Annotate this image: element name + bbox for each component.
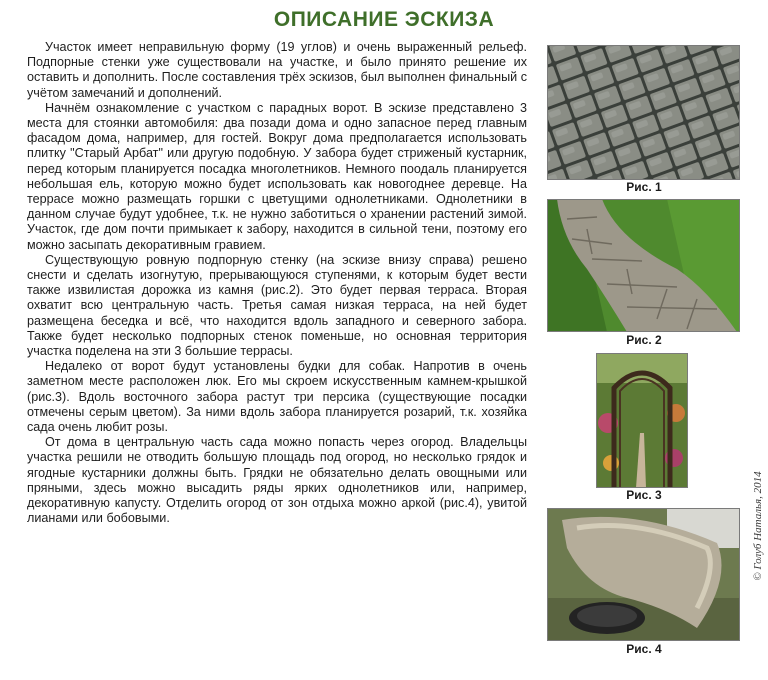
paragraph: Существующую ровную подпорную стенку (на эскизе внизу справа) решено снести и сделать изогнутую, прерывающуюся ступенями, к которым будет вести также извилистая дорожка из камня (рис.2). Это будет первая терраса. Вторая охватит всю центральную часть. Третья самая низкая терраса, на ней будет размещена беседка и всё, что находится вдоль западного и северного забора. Также будет несколько подпорных стенок поменьше, но основная территория участка поделена на эти 3 большие террасы. bbox=[27, 252, 527, 359]
paragraph: Недалеко от ворот будут установлены будки для собак. Напротив в очень заметном месте расположен люк. Его мы скроем искусственным камнем-крышкой (рис.3). Вдоль восточного забора растут три персика (существующие посадки отмечены серым цветом). За ними вдоль забора планируется розарий, т.к. хозяйка сада очень любит розы. bbox=[27, 359, 527, 435]
paragraph: Начнём ознакомление с участком с парадных ворот. В эскизе представлено 3 места для стоянки автомобиля: два позади дома и одно запасное перед главным фасадом дома, например, для гостей. Вокруг дома предполагается использовать плитку "Старый Арбат" или другую подобную. У забора будет стриженый кустарник, перед которым планируется посадка многолетников. Немного поодаль планируется небольшая ель, которую можно будет использовать как новогоднее деревце. На террасе можно размещать горшки с цветущими однолетниками. Однолетники в данном случае будут удобнее, т.к. не нужно заботиться о хранении растений зимой. Участок, где дом почти примыкает к забору, находится в сильной тени, поэтому его можно засыпать декоративным гравием. bbox=[27, 100, 527, 252]
figure-1-caption: Рис. 1 bbox=[626, 180, 662, 194]
figure-1-paving-image bbox=[547, 45, 740, 180]
figure-4-stone-cover-image bbox=[547, 508, 740, 641]
flagstone-path-drawing bbox=[547, 199, 740, 332]
garden-arch-drawing bbox=[596, 353, 688, 488]
figure-2-caption: Рис. 2 bbox=[626, 333, 662, 347]
paragraph: Участок имеет неправильную форму (19 углов) и очень выраженный рельеф. Подпорные стенки уже существовали на участке, и было принято решение их оставить и дополнить. После составления трёх эскизов, был выполнен финальный с учётом замечаний и дополнений. bbox=[27, 40, 527, 100]
paragraph: От дома в центральную часть сада можно попасть через огород. Владельцы участка решили не отводить большую площадь под огород, но несколько грядок и ягодные кустарники должны быть. Грядки не обязательно делать овощными или пряными, здесь можно высадить ряды ярких однолетников или, например, декоративную капусту. Отделить огород от зон отдыха можно аркой (рис.4), увитой лианами или бобовыми. bbox=[27, 435, 527, 526]
copyright-notice bbox=[748, 380, 768, 680]
paving-tiles-drawing bbox=[547, 45, 740, 180]
figure-4-caption: Рис. 4 bbox=[626, 642, 662, 656]
figure-3-arch-image bbox=[596, 353, 688, 488]
copyright-text: © Голуб Наталья, 2014 bbox=[752, 471, 764, 581]
description-text bbox=[27, 40, 527, 527]
stone-cover-drawing bbox=[547, 508, 740, 641]
page-title: ОПИСАНИЕ ЭСКИЗА bbox=[273, 8, 495, 31]
figure-2-path-image bbox=[547, 199, 740, 332]
figure-3-caption: Рис. 3 bbox=[626, 488, 662, 502]
